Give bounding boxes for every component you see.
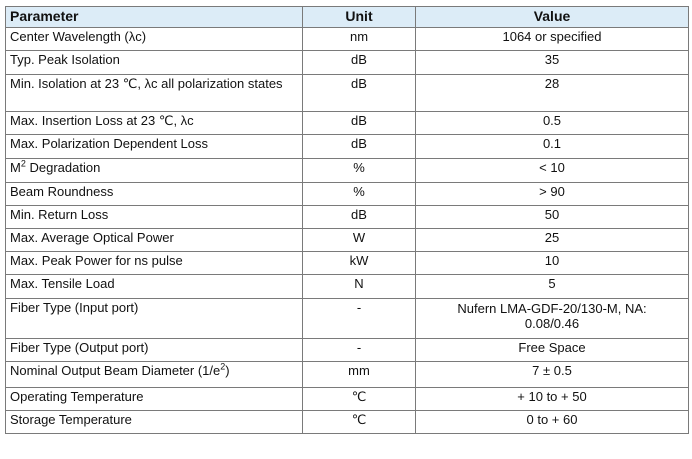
value-cell: 50 xyxy=(416,206,689,229)
parameter-cell: Max. Insertion Loss at 23 ℃, λc xyxy=(6,112,303,135)
table-row xyxy=(6,75,689,112)
unit-cell: % xyxy=(303,159,416,183)
unit-cell: dB xyxy=(303,112,416,135)
parameter-cell: Fiber Type (Output port) xyxy=(6,339,303,362)
value-cell: 0.5 xyxy=(416,112,689,135)
unit-cell: dB xyxy=(303,51,416,75)
table-row xyxy=(6,299,689,339)
parameter-cell xyxy=(6,159,303,183)
table-row xyxy=(6,112,689,135)
parameter-cell: Typ. Peak Isolation xyxy=(6,51,303,75)
unit-cell: nm xyxy=(303,28,416,51)
unit-cell: - xyxy=(303,299,416,339)
unit-cell: W xyxy=(303,229,416,252)
header-row xyxy=(6,7,689,28)
superscript: 2 xyxy=(220,361,226,372)
parameter-cell: Storage Temperature xyxy=(6,411,303,434)
value-cell: Nufern LMA-GDF-20/130-M, NA: 0.08/0.46 xyxy=(416,299,689,339)
value-cell: 10 xyxy=(416,252,689,275)
table-row xyxy=(6,275,689,299)
table-row xyxy=(6,339,689,362)
value-cell: 0 to + 60 xyxy=(416,411,689,434)
parameter-cell xyxy=(6,362,303,388)
table-row xyxy=(6,229,689,252)
parameter-header: Parameter xyxy=(6,7,303,28)
value-cell: 0.1 xyxy=(416,135,689,159)
table-row xyxy=(6,411,689,434)
parameter-text: Degradation xyxy=(25,160,101,175)
parameter-cell: Fiber Type (Input port) xyxy=(6,299,303,339)
unit-header: Unit xyxy=(303,7,416,28)
value-cell: + 10 to + 50 xyxy=(416,388,689,411)
table-row xyxy=(6,252,689,275)
value-cell: 1064 or specified xyxy=(416,28,689,51)
unit-cell: - xyxy=(303,339,416,362)
table-row xyxy=(6,28,689,51)
parameter-cell: Max. Average Optical Power xyxy=(6,229,303,252)
value-cell: < 10 xyxy=(416,159,689,183)
unit-cell: % xyxy=(303,183,416,206)
unit-cell: ℃ xyxy=(303,388,416,411)
unit-cell: kW xyxy=(303,252,416,275)
parameter-cell: Min. Return Loss xyxy=(6,206,303,229)
parameter-cell: Operating Temperature xyxy=(6,388,303,411)
unit-cell: dB xyxy=(303,206,416,229)
value-cell: 35 xyxy=(416,51,689,75)
parameter-cell: Max. Polarization Dependent Loss xyxy=(6,135,303,159)
table-row xyxy=(6,388,689,411)
unit-cell: ℃ xyxy=(303,411,416,434)
unit-cell: dB xyxy=(303,75,416,112)
unit-cell: dB xyxy=(303,135,416,159)
value-cell: 28 xyxy=(416,75,689,112)
table-row xyxy=(6,135,689,159)
parameter-cell: Beam Roundness xyxy=(6,183,303,206)
superscript: 2 xyxy=(20,158,26,169)
parameter-cell: Min. Isolation at 23 ℃, λc all polarization states xyxy=(6,75,303,112)
parameter-text: ) xyxy=(225,363,230,378)
table-row xyxy=(6,183,689,206)
parameter-cell: Max. Tensile Load xyxy=(6,275,303,299)
value-cell: 5 xyxy=(416,275,689,299)
table-row xyxy=(6,362,689,388)
value-cell: 7 ± 0.5 xyxy=(416,362,689,388)
parameter-text: M xyxy=(10,160,21,175)
parameter-cell: Center Wavelength (λc) xyxy=(6,28,303,51)
unit-cell: N xyxy=(303,275,416,299)
parameter-cell: Max. Peak Power for ns pulse xyxy=(6,252,303,275)
specifications-table xyxy=(5,6,689,434)
value-cell: Free Space xyxy=(416,339,689,362)
table-row xyxy=(6,159,689,183)
table-row xyxy=(6,51,689,75)
value-cell: 25 xyxy=(416,229,689,252)
table-row xyxy=(6,206,689,229)
parameter-text: Nominal Output Beam Diameter (1/e xyxy=(10,363,221,378)
value-cell: > 90 xyxy=(416,183,689,206)
unit-cell: mm xyxy=(303,362,416,388)
value-header: Value xyxy=(416,7,689,28)
